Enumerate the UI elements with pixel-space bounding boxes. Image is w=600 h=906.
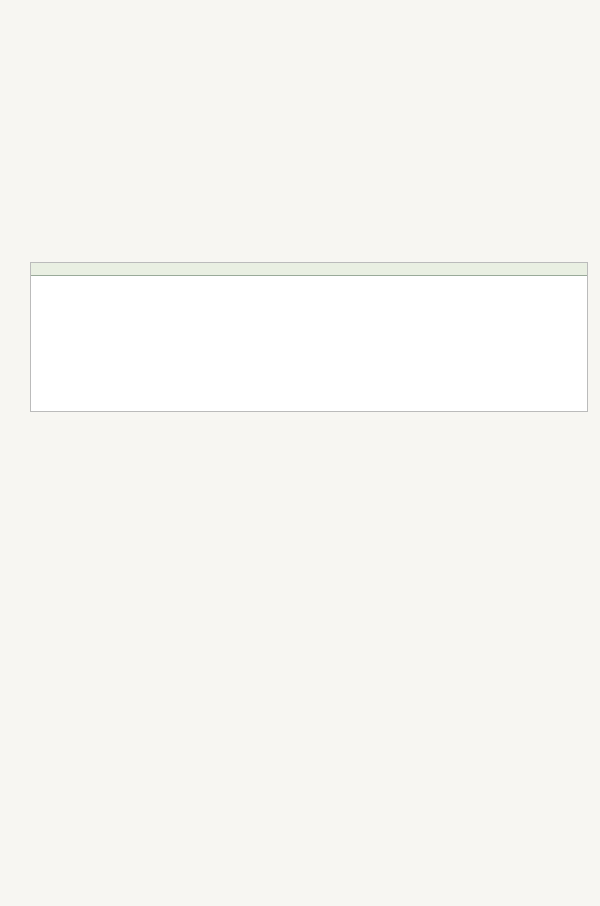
- admission-results-table-image: [30, 262, 588, 412]
- table-title: [31, 263, 587, 276]
